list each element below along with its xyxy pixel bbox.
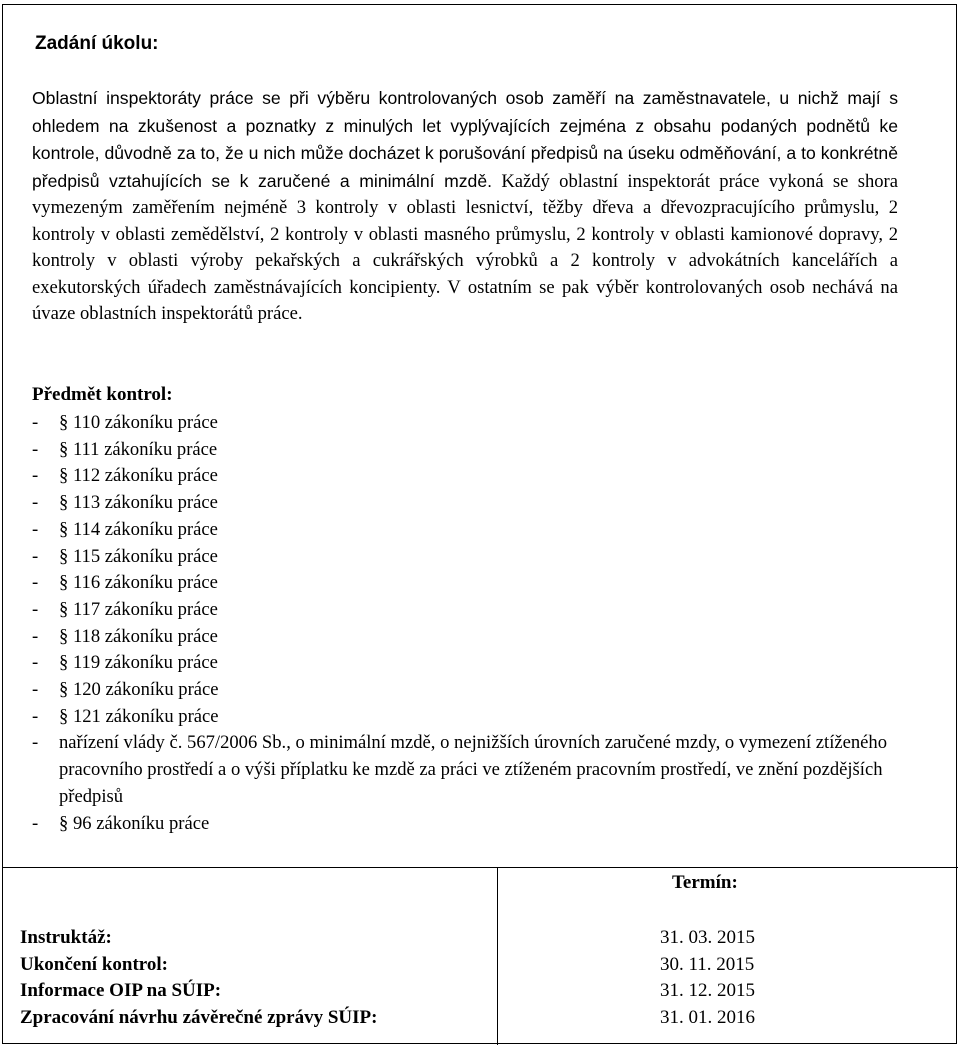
list-item-text: § 118 zákoníku práce xyxy=(59,625,218,647)
schedule-label: Zpracování návrhu závěrečné zprávy SÚIP: xyxy=(20,1007,378,1029)
schedule-label: Ukončení kontrol: xyxy=(20,953,168,975)
list-item xyxy=(32,410,902,437)
list-item-text: § 121 zákoníku práce xyxy=(59,705,219,727)
list-dash: - xyxy=(32,732,39,754)
list-item xyxy=(32,650,902,677)
task-heading: Zadání úkolu: xyxy=(35,33,159,54)
list-item xyxy=(32,463,902,490)
list-item xyxy=(32,730,902,810)
list-item xyxy=(32,677,902,704)
schedule-labels xyxy=(20,925,377,1032)
list-dash: - xyxy=(32,545,39,567)
list-item xyxy=(32,517,902,544)
list-item-text: § 111 zákoníku práce xyxy=(59,438,218,460)
list-item-text: § 110 zákoníku práce xyxy=(59,412,218,433)
list-dash: - xyxy=(32,412,39,433)
list-item-text: nařízení vlády č. 567/2006 Sb., o minimální mzdě, o nejnižších úrovních zaručené mzdy, o vymezení ztíženého pracovního prostředí a o výši příplatku ke mzdě za práci ve ztíženém pracovním prostředí, ve znění pozdějších předpisů xyxy=(59,732,888,807)
list-dash: - xyxy=(32,679,39,701)
list-dash: - xyxy=(32,492,39,514)
list-dash: - xyxy=(32,572,39,594)
list-dash: - xyxy=(32,625,39,647)
list-dash: - xyxy=(32,438,39,460)
list-item xyxy=(32,597,902,624)
list-item xyxy=(32,624,902,651)
schedule-divider xyxy=(3,867,958,868)
list-dash: - xyxy=(32,518,39,540)
list-item xyxy=(32,811,902,838)
subjects-list xyxy=(32,410,902,837)
subjects-heading: Předmět kontrol: xyxy=(32,384,173,405)
schedule-label: Instruktáž: xyxy=(20,927,112,948)
task-description xyxy=(32,85,898,328)
list-item-text: § 117 zákoníku práce xyxy=(59,598,218,620)
list-item-text: § 114 zákoníku práce xyxy=(59,518,218,540)
list-item-text: § 120 zákoníku práce xyxy=(59,679,219,701)
schedule-label: Informace OIP na SÚIP: xyxy=(20,980,222,1002)
schedule-date: 31. 01. 2016 xyxy=(660,1007,755,1029)
schedule-date: 31. 12. 2015 xyxy=(660,980,755,1002)
schedule-date: 31. 03. 2015 xyxy=(660,927,755,948)
list-item-text: § 115 zákoníku práce xyxy=(59,545,218,567)
task-description-part1: Oblastní inspektoráty práce se při výběru kontrolovaných osob zaměří na zaměstnavatele, u nichž mají s ohledem na zkušenost a poznatky z minulých let vyplývajících zejména z obsahu podaných podnětů ke kontrole, důvodně za to, že u nich může docházet k porušování předpisů na úseku odměňování, a to konkrétně předpisů vztahujících se k zaručené a minimální mzdě. xyxy=(32,88,898,191)
list-dash: - xyxy=(32,465,39,487)
list-item-text: § 113 zákoníku práce xyxy=(59,492,218,514)
list-item-text: § 119 zákoníku práce xyxy=(59,652,218,674)
list-item-text: § 96 zákoníku práce xyxy=(59,812,210,834)
list-item xyxy=(32,490,902,517)
list-item-text: § 116 zákoníku práce xyxy=(59,572,218,594)
list-dash: - xyxy=(32,812,39,834)
list-item-text: § 112 zákoníku práce xyxy=(59,465,218,487)
list-dash: - xyxy=(32,705,39,727)
schedule-dates xyxy=(660,925,755,1032)
schedule-date: 30. 11. 2015 xyxy=(660,953,755,975)
list-dash: - xyxy=(32,652,39,674)
task-description-part2: Každý oblastní inspektorát práce vykoná se shora vymezeným zaměřením nejméně 3 kontroly v oblasti lesnictví, těžby dřeva a dřevozpracujícího průmyslu, 2 kontroly v oblasti zemědělství, 2 kontroly v oblasti masného průmyslu, 2 kontroly v oblasti kamionové dopravy, 2 kontroly v oblasti výroby pekařských a cukrářských výrobků a 2 kontroly v advokátních kancelářích a exekutorských úřadech zaměstnávajících koncipienty. V ostatním se pak výběr kontrolovaných osob nechává na úvaze oblastních inspektorátů práce. xyxy=(32,170,898,324)
list-dash: - xyxy=(32,598,39,620)
term-header: Termín: xyxy=(672,872,738,893)
list-item xyxy=(32,437,902,464)
list-item xyxy=(32,544,902,571)
schedule-column-divider xyxy=(497,867,498,1045)
list-item xyxy=(32,704,902,731)
list-item xyxy=(32,570,902,597)
